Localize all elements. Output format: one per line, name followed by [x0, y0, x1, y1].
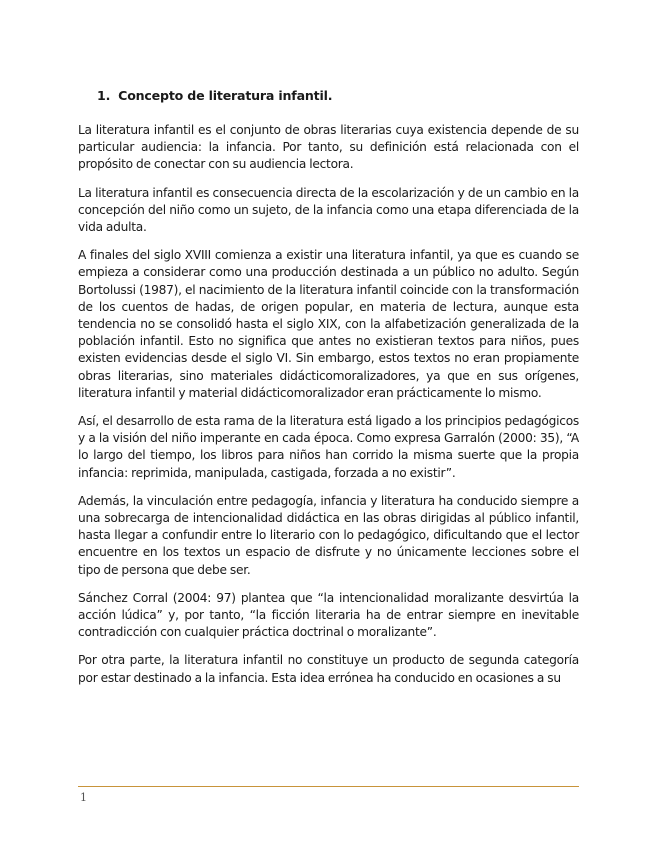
- section-heading: [97, 88, 332, 103]
- paragraph: La literatura infantil es el conjunto de obras literarias cuya existencia depende de su particular audiencia: la infancia. Por tanto, su definición está relacionada con el propósito de conectar con su audiencia lectora.: [78, 123, 579, 172]
- paragraph: Además, la vinculación entre pedagogía, infancia y literatura ha conducido siempre a una sobrecarga de intencionalidad didáctica en las obras dirigidas al público infantil, hasta llegar a confundir entre lo literario con lo pedagógico, dificultando que el lector encuentre en los textos un espacio de disfrute y no únicamente lecciones sobre el tipo de persona que debe ser.: [78, 493, 579, 577]
- section-number: 1.: [97, 88, 111, 103]
- footer-rule: [78, 786, 579, 787]
- body-text: [78, 122, 579, 687]
- section-title: Concepto de literatura infantil.: [118, 88, 333, 103]
- paragraph: Sánchez Corral (2004: 97) plantea que “la intencionalidad moralizante desvirtúa la acción lúdica” y, por tanto, “la ficción literaria ha de entrar siempre en inevitable contradicción con cualquier práctica doctrinal o moralizante”.: [78, 590, 579, 640]
- paragraph: A finales del siglo XVIII comienza a existir una literatura infantil, ya que es cuando se empieza a considerar como una producción destinada a un público no adulto. Según Bortolussi (1987), el nacimiento de la literatura infantil coincide con la transformación de los cuentos de hadas, de origen popular, en materia de lectura, aunque esta tendencia no se consolidó hasta el siglo XIX, con la alfabetización generalizada de la población infantil. Esto no significa que antes no existieran textos para niños, pues existen evidencias desde el siglo VI. Sin embargo, estos textos no eran propiamente obras literarias, sino materiales didácticomoralizadores, ya que en sus orígenes, literatura infantil y material didácticomoralizador eran prácticamente lo mismo.: [78, 248, 579, 400]
- paragraph: Por otra parte, la literatura infantil no constituye un producto de segunda categoría por estar destinado a la infancia. Esta idea errónea ha conducido en ocasiones a su: [78, 653, 579, 685]
- paragraph: Así, el desarrollo de esta rama de la literatura está ligado a los principios pedagógicos y a la visión del niño imperante en cada época. Como expresa Garralón (2000: 35), “A lo largo del tiempo, los libros para niños han corrido la misma suerte que la propia infancia: reprimida, manipulada, castigada, forzada a no existir”.: [78, 414, 579, 480]
- page-number: 1: [80, 791, 87, 804]
- paragraph: La literatura infantil es consecuencia directa de la escolarización y de un cambio en la concepción del niño como un sujeto, de la infancia como una etapa diferenciada de la vida adulta.: [78, 185, 579, 235]
